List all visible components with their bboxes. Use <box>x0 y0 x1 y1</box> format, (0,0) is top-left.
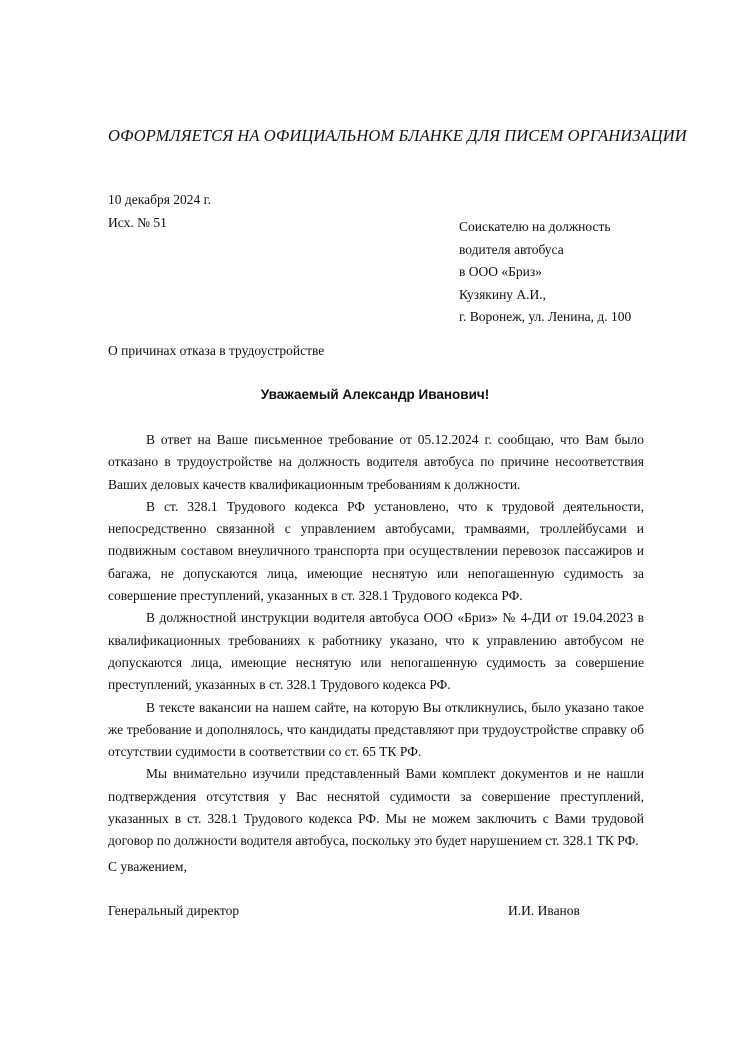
addressee-line: в ООО «Бриз» <box>459 264 542 279</box>
body-paragraph: В тексте вакансии на нашем сайте, на которую Вы откликнулись, было указано такое же требование и дополнялось, что кандидаты представляют при трудоустройстве справку об отсутствии судимости в соответствии со ст. 65 ТК РФ. <box>108 699 644 760</box>
salutation: Уважаемый Александр Иванович! <box>260 387 490 402</box>
signatory-title: Генеральный директор <box>108 903 240 918</box>
addressee-address: г. Воронеж, ул. Ленина, д. 100 <box>459 309 632 324</box>
body-paragraph: В ответ на Ваше письменное требование от 05.12.2024 г. сообщаю, что Вам было отказано в трудоустройстве на должность водителя автобуса по причине несоответствия Ваших деловых качеств квалификационным требованиям к должности. <box>108 432 644 492</box>
letter-date: 10 декабря 2024 г. <box>108 192 212 207</box>
outgoing-reference-number: Исх. № 51 <box>108 215 167 230</box>
signatory-name: И.И. Иванов <box>508 903 580 918</box>
letterhead-note: ОФОРМЛЯЕТСЯ НА ОФИЦИАЛЬНОМ БЛАНКЕ ДЛЯ ПИСЕМ ОРГАНИЗАЦИИ <box>108 126 687 145</box>
addressee-name: Кузякину А.И., <box>459 286 547 302</box>
body-paragraph: В ст. 328.1 Трудового кодекса РФ установлено, что к трудовой деятельности, непосредственно связанной с управлением автобусами, трамваями, троллейбусами и подвижным составом внеуличного транспорта при осуществлении перевозок пассажиров и багажа, не допускаются лица, имеющие неснятую или непогашенную судимость за совершение преступлений, указанных в ст. 328.1 Трудового кодекса РФ. <box>108 498 644 604</box>
addressee-line: Соискателю на должность <box>459 219 611 234</box>
body-paragraph: В должностной инструкции водителя автобуса ООО «Бриз» № 4-ДИ от 19.04.2023 в квалификационных требованиях к работнику указано, что к управлению автобусом не допускаются лица, имеющие неснятую или непогашенную судимость за совершение преступлений, указанных в ст. 328.1 Трудового кодекса РФ. <box>108 610 644 693</box>
letter-subject: О причинах отказа в трудоустройстве <box>108 343 325 358</box>
closing-phrase: С уважением, <box>108 859 187 874</box>
addressee-line: водителя автобуса <box>459 241 564 257</box>
body-paragraph: Мы внимательно изучили представленный Вами комплект документов и не нашли подтверждения отсутствия у Вас неснятой судимости за совершение преступлений, указанных в ст. 328.1 Трудового кодекса РФ. Мы не можем заключить с Вами трудовой договор по должности водителя автобуса, поскольку это будет нарушением ст. 328.1 ТК РФ. <box>108 766 644 849</box>
addressee-block <box>459 216 699 329</box>
letter-body <box>108 429 644 853</box>
